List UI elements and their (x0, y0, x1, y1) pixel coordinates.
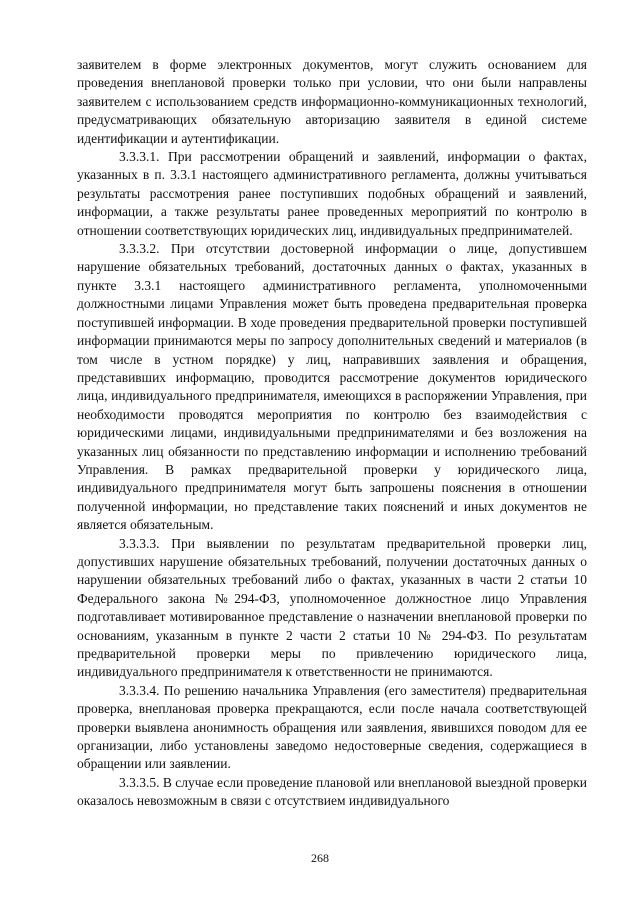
paragraph-3-3-3-3: 3.3.3.3. При выявлении по результатам предварительной проверки лиц, допустивших нарушение обязательных требований, получении достаточных данных о нарушении обязательных требований либо о фактах, указанных в части 2 статьи 10 Федерального закона №294-ФЗ, уполномоченное должностное лицо Управления подготавливает мотивированное представление о назначении внеплановой проверки по основаниям, указанным в пункте 2 части 2 статьи 10 № 294-ФЗ. По результатам предварительной проверки меры по привлечению юридического лица, индивидуального предпринимателя к ответственности не принимаются. (77, 535, 587, 680)
paragraph-3-3-3-1: 3.3.3.1. При рассмотрении обращений и заявлений, информации о фактах, указанных в п. 3.3.1 настоящего административного регламента, должны учитываться результаты рассмотрения ранее поступивших подобных обращений и заявлений, информации, а также результаты ранее проведенных мероприятий по контролю в отношении соответствующих юридических лиц, индивидуальных предпринимателей. (77, 149, 587, 238)
paragraph-3-3-3-2: 3.3.3.2. При отсутствии достоверной информации о лице, допустившем нарушение обязательных требований, достаточных данных о фактах, указанных в пункте 3.3.1 настоящего административного регламента, уполномоченными должностными лицами Управления может быть проведена предварительная проверка поступившей информации. В ходе проведения предварительной проверки поступившей информации принимаются меры по запросу дополнительных сведений и материалов (в том числе в устном порядке) у лиц, направивших заявления и обращения, представивших информацию, проводится рассмотрение документов юридического лица, индивидуального предпринимателя, имеющихся в распоряжении Управления, при необходимости проводятся мероприятия по контролю без взаимодействия с юридическими лицами, индивидуальными предпринимателями и без возложения на указанных лиц обязанности по представлению информации и исполнению требований Управления. В рамках предварительной проверки у юридического лица, индивидуального предпринимателя могут быть запрошены пояснения в отношении полученной информации, но представление таких пояснений и иных документов не является обязательным. (77, 241, 587, 533)
paragraph-3-3-3-5: 3.3.3.5. В случае если проведение плановой или внеплановой выездной проверки оказалось невозможным в связи с отсутствием индивидуального (77, 774, 587, 809)
paragraph-3-3-3-4: 3.3.3.4. По решению начальника Управления (его заместителя) предварительная проверка, внеплановая проверка прекращаются, если после начала соответствующей проверки выявлена анонимность обращения или заявления, явившихся поводом для ее организации, либо установлены заведомо недостоверные сведения, содержащиеся в обращении или заявлении. (77, 682, 587, 772)
page-number: 268 (311, 851, 329, 865)
paragraph-continuation: заявителем в форме электронных документов, могут служить основанием для проведения внеплановой проверки только при условии, что они были направлены заявителем с использованием средств информационно-коммуникационных технологий, предусматривающих обязательную авторизацию заявителя в единой системе идентификации и аутентификации. (77, 57, 587, 146)
document-body (77, 56, 587, 811)
